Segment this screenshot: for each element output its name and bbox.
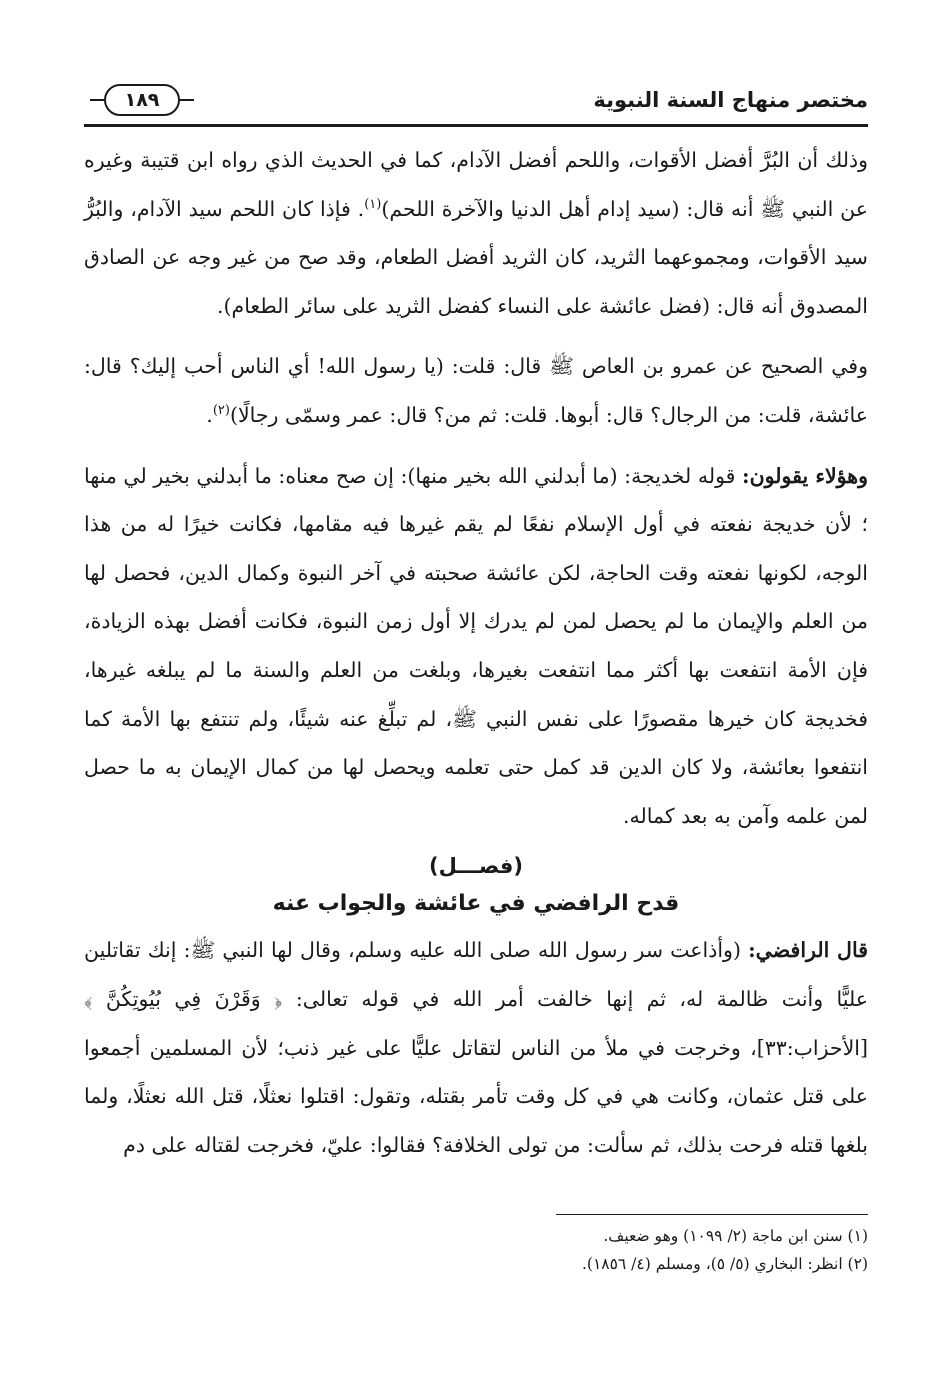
paragraph-text: (وأذاعت سر رسول الله صلى الله عليه وسلم، وقال لها النبي ﷺ: إنك تقاتلين عليًّا وأنت ظالمة له، ثم إنها خالفت أمر الله في قوله تعالى: ﴿ وَقَرْنَ فِي بُيُوتِكُنَّ ﴾ [الأحزاب:٣٣]، وخرجت في ملأ من الناس لتقاتل عليًّا على غير ذنب؛ لأن المسلمين أجمعوا على قتل عثمان، وكانت هي في كل وقت تأمر بقتله، وتقول: اقتلوا نعثلًا، قتل الله نعثلًا، ولما بلغها قتله فرحت بذلك، ثم سألت: من تولى الخلافة؟ فقالوا: عليّ، فخرجت لقتاله على دم [84, 938, 868, 1157]
page-body [84, 136, 868, 1169]
book-title: مختصر منهاج السنة النبوية [593, 88, 868, 112]
paragraph-text-tail: . فإذا كان اللحم سيد الآدام، والبُرُّ سيد الأقوات، ومجموعهما الثريد، كان الثريد أفضل الطعام، وقد صح من غير وجه عن الصادق المصدوق أنه قال: (فضل عائشة على النساء كفضل الثريد على سائر الطعام). [84, 196, 868, 318]
paragraph-text: قوله لخديجة: (ما أبدلني الله بخير منها): إن صح معناه: ما أبدلني بخير لي منها ؛ لأن خديجة نفعته في أول الإسلام نفعًا لم يقم غيرها فيه مقامها، فكانت خيرًا له من هذا الوجه، لكونها نفعته وقت الحاجة، لكن عائشة صحبته في آخر النبوة وكمال الدين، فحصل لها من العلم والإيمان ما لم يحصل لمن لم يدرك إلا أول زمن النبوة، فكانت أفضل بهذه الزيادة، فإن الأمة انتفعت بها أكثر مما انتفعت بغيرها، وبلغت من العلم والسنة ما لم يبلغه غيرها، فخديجة كان خيرها مقصورًا على نفس النبي ﷺ، لم تبلِّغ عنه شيئًا، ولم تنتفع بها الأمة كما انتفعوا بعائشة، ولا كان الدين قد كمل حتى تعلمه ويحصل لها من كمال الإيمان به ما حصل لمن علمه وآمن به بعد كماله. [84, 463, 868, 828]
footnote-rule [556, 1214, 868, 1215]
footnote-ref-1: (١) [364, 196, 382, 212]
footnote-2: (٢) انظر: البخاري (٥/ ٥)، ومسلم (٤/ ١٨٥٦). [581, 1255, 868, 1273]
footnotes [408, 1222, 868, 1278]
paragraph-text-tail: . [206, 402, 213, 427]
paragraph-lead: قال الرافضي: [748, 938, 868, 963]
header-rule [84, 124, 868, 127]
paragraph-1 [84, 136, 868, 330]
section-title: قدح الرافضي في عائشة والجواب عنه [272, 891, 680, 917]
paragraph-2 [84, 342, 868, 439]
paragraph-3 [84, 452, 868, 841]
paragraph-text: وذلك أن البُرَّ أفضل الأقوات، واللحم أفضل الآدام، كما في الحديث الذي رواه ابن قتيبة وغيره عن النبي ﷺ أنه قال: (سيد إدام أهل الدنيا والآخرة اللحم) [84, 148, 868, 221]
footnote-ref-2: (٢) [212, 403, 230, 419]
section-label: (فصـــل) [429, 854, 523, 879]
page-header [84, 82, 868, 122]
paragraph-text: وفي الصحيح عن عمرو بن العاص ﷺ قال: قلت: (يا رسول الله! أي الناس أحب إليك؟ قال: عائشة، قلت: من الرجال؟ قال: أبوها. قلت: ثم من؟ قال: عمر وسمّى رجالًا) [84, 354, 868, 427]
paragraph-lead: وهؤلاء يقولون: [742, 463, 868, 488]
paragraph-4 [84, 926, 868, 1169]
footnote-1: (١) سنن ابن ماجة (٢/ ١٠٩٩) وهو ضعيف. [603, 1227, 868, 1245]
page-number: ١٨٩ [104, 84, 180, 116]
